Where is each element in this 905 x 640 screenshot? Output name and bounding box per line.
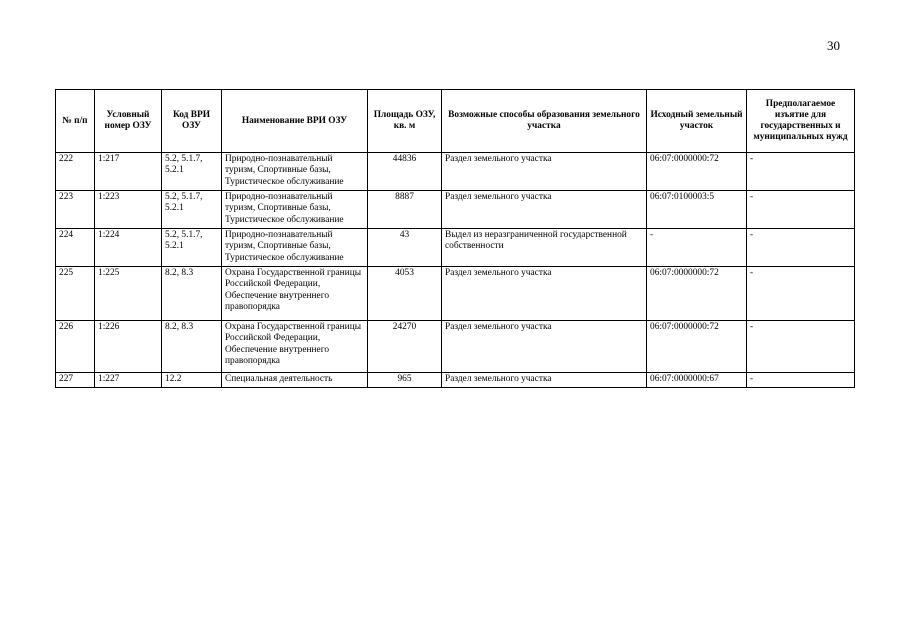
cell-area: 8887 [368, 191, 442, 229]
cell-source-plot: 06:07:0000000:67 [647, 373, 747, 388]
header-source-plot: Исходный земельный участок [647, 90, 747, 153]
cell-number: 224 [56, 229, 95, 267]
cell-vri-name: Специальная деятельность [222, 373, 368, 388]
cell-seizure: - [747, 153, 855, 191]
cell-formation-method: Раздел земельного участка [442, 321, 647, 373]
table-row [56, 373, 855, 388]
cell-area: 24270 [368, 321, 442, 373]
cell-vri-name: Охрана Государственной границы Российской Федерации, Обеспечение внутреннего правопорядка [222, 321, 368, 373]
header-row [56, 90, 855, 153]
cell-conditional-number: 1:226 [95, 321, 162, 373]
table-row [56, 321, 855, 373]
cell-seizure: - [747, 321, 855, 373]
table-header [56, 90, 855, 153]
cell-source-plot: - [647, 229, 747, 267]
table-body [56, 153, 855, 388]
cell-seizure: - [747, 229, 855, 267]
cell-number: 223 [56, 191, 95, 229]
table-row [56, 229, 855, 267]
cell-source-plot: 06:07:0000000:72 [647, 267, 747, 321]
cell-vri-name: Природно-познавательный туризм, Спортивные базы, Туристическое обслуживание [222, 153, 368, 191]
cell-formation-method: Раздел земельного участка [442, 373, 647, 388]
land-plots-table [55, 89, 855, 388]
cell-vri-name: Охрана Государственной границы Российской Федерации, Обеспечение внутреннего правопорядка [222, 267, 368, 321]
page-number: 30 [827, 38, 840, 53]
cell-seizure: - [747, 373, 855, 388]
cell-vri-code: 12.2 [162, 373, 222, 388]
header-vri-code: Код ВРИ ОЗУ [162, 90, 222, 153]
cell-formation-method: Выдел из неразграниченной государственной собственности [442, 229, 647, 267]
cell-vri-code: 5.2, 5.1.7, 5.2.1 [162, 191, 222, 229]
cell-number: 225 [56, 267, 95, 321]
cell-area: 43 [368, 229, 442, 267]
cell-formation-method: Раздел земельного участка [442, 191, 647, 229]
cell-vri-code: 5.2, 5.1.7, 5.2.1 [162, 229, 222, 267]
cell-formation-method: Раздел земельного участка [442, 153, 647, 191]
cell-conditional-number: 1:227 [95, 373, 162, 388]
cell-vri-name: Природно-познавательный туризм, Спортивные базы, Туристическое обслуживание [222, 229, 368, 267]
header-conditional-number: Условный номер ОЗУ [95, 90, 162, 153]
cell-vri-name: Природно-познавательный туризм, Спортивные базы, Туристическое обслуживание [222, 191, 368, 229]
cell-number: 227 [56, 373, 95, 388]
header-area: Площадь ОЗУ, кв. м [368, 90, 442, 153]
header-number: № п/п [56, 90, 95, 153]
cell-area: 965 [368, 373, 442, 388]
cell-conditional-number: 1:224 [95, 229, 162, 267]
table-row [56, 191, 855, 229]
cell-number: 222 [56, 153, 95, 191]
cell-conditional-number: 1:223 [95, 191, 162, 229]
cell-vri-code: 8.2, 8.3 [162, 267, 222, 321]
header-formation-method: Возможные способы образования земельного участка [442, 90, 647, 153]
table-row [56, 153, 855, 191]
cell-source-plot: 06:07:0000000:72 [647, 321, 747, 373]
cell-conditional-number: 1:217 [95, 153, 162, 191]
cell-seizure: - [747, 267, 855, 321]
cell-formation-method: Раздел земельного участка [442, 267, 647, 321]
table-row [56, 267, 855, 321]
cell-seizure: - [747, 191, 855, 229]
cell-source-plot: 06:07:0100003:5 [647, 191, 747, 229]
cell-area: 44836 [368, 153, 442, 191]
header-seizure: Предполагаемое изъятие для государственных и муниципальных нужд [747, 90, 855, 153]
cell-vri-code: 5.2, 5.1.7, 5.2.1 [162, 153, 222, 191]
header-vri-name: Наименование ВРИ ОЗУ [222, 90, 368, 153]
cell-vri-code: 8.2, 8.3 [162, 321, 222, 373]
cell-area: 4053 [368, 267, 442, 321]
cell-conditional-number: 1:225 [95, 267, 162, 321]
cell-source-plot: 06:07:0000000:72 [647, 153, 747, 191]
cell-number: 226 [56, 321, 95, 373]
